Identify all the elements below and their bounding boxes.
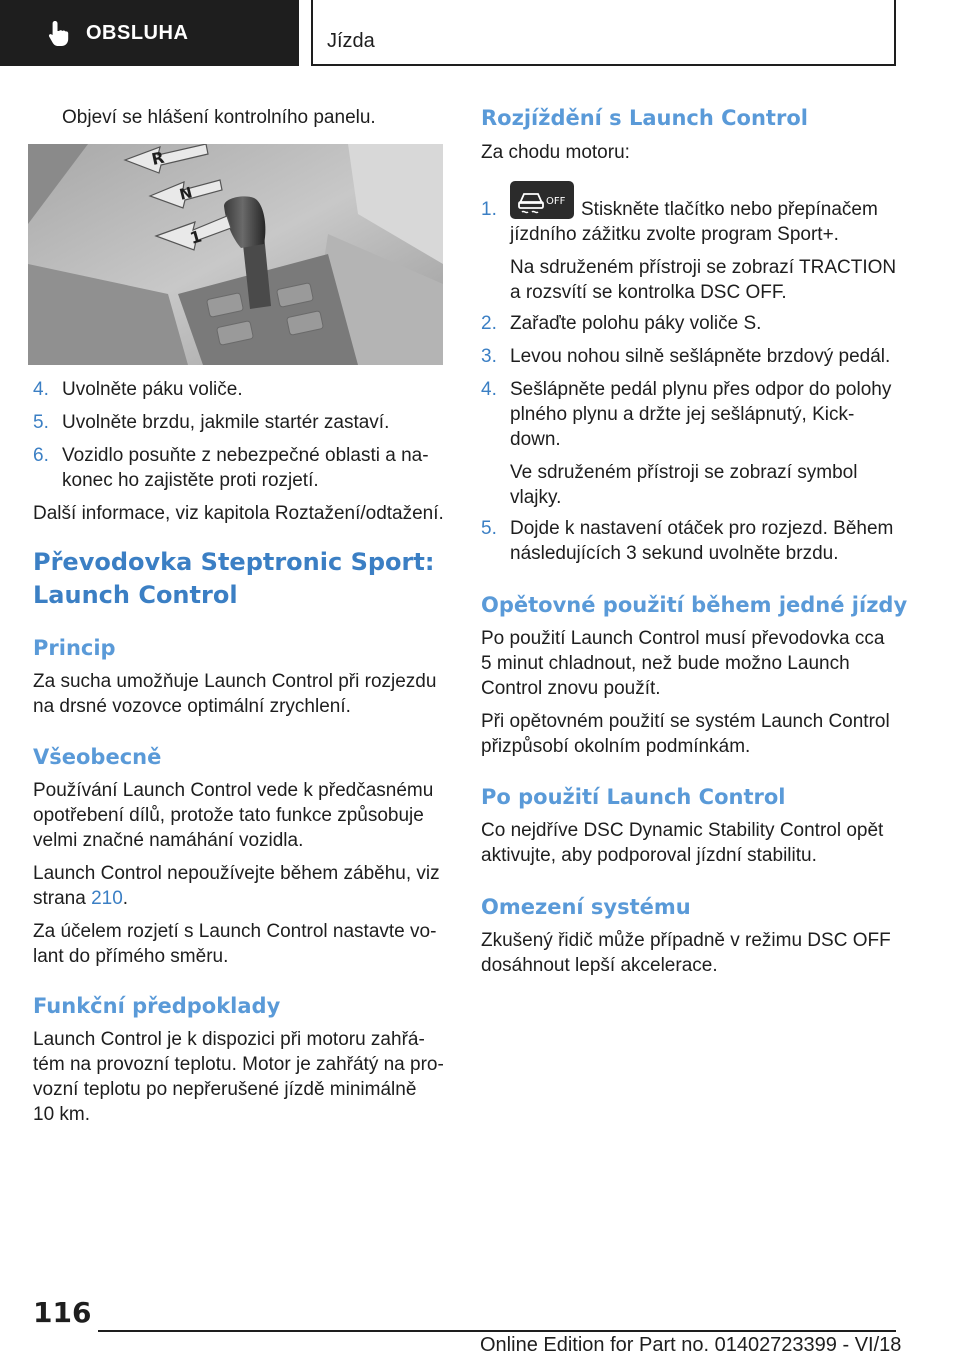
subsection-title: Omezení systému — [481, 895, 691, 919]
dsc-off-label: OFF — [546, 196, 566, 207]
paragraph: opotřebení dílů, protože tato funkce způsobuje — [33, 805, 424, 826]
intro-text: Objeví se hlášení kontrolního panelu. — [62, 107, 376, 128]
paragraph: Launch Control je k dispozici při motoru zahřá- — [33, 1029, 425, 1050]
step-text: konec ho zajistěte proti rozjetí. — [62, 470, 319, 491]
dsc-off-icon — [510, 181, 574, 219]
list-item — [481, 197, 901, 307]
step-number: 6. — [33, 445, 49, 466]
page-number: 116 — [33, 1296, 92, 1329]
list-item — [33, 443, 453, 495]
subsection-title: Všeobecně — [33, 745, 162, 769]
step-number: 5. — [33, 412, 49, 433]
step-number: 4. — [33, 379, 49, 400]
step-text: Levou nohou silně sešlápněte brzdový pedál. — [510, 346, 891, 367]
step-text: Vozidlo posuňte z nebezpečné oblasti a na- — [62, 445, 429, 466]
paragraph: Za účelem rozjetí s Launch Control nastavte vo- — [33, 921, 437, 942]
figure-label-n: N — [177, 183, 195, 204]
step-text: Uvolněte páku voliče. — [62, 379, 243, 400]
paragraph: velmi značné namáhání vozidla. — [33, 830, 304, 851]
paragraph — [33, 886, 128, 911]
paragraph: Control znovu použít. — [481, 678, 661, 699]
paragraph: Za chodu motoru: — [481, 142, 630, 163]
paragraph: dosáhnout lepší akcelerace. — [481, 955, 718, 976]
paragraph-text: strana — [33, 888, 92, 909]
gear-selector-figure — [28, 144, 443, 365]
page-link[interactable]: 210 — [91, 888, 123, 909]
section-label: OBSLUHA — [86, 21, 189, 44]
figure-label-r: R — [149, 147, 166, 169]
section-title: Launch Control — [33, 581, 238, 609]
step-note: a rozsvítí se kontrolka DSC OFF. — [510, 282, 787, 303]
section-title: Převodovka Steptronic Sport: — [33, 548, 435, 576]
paragraph: přizpůsobí okolním podmínkám. — [481, 736, 751, 757]
paragraph: Při opětovném použití se systém Launch Control — [481, 711, 890, 732]
step-text: plného plynu a držte jej sešlápnutý, Kick- — [510, 404, 855, 425]
paragraph: 10 km. — [33, 1104, 91, 1125]
paragraph: Zkušený řidič může případně v režimu DSC OFF — [481, 930, 891, 951]
step-number: 4. — [481, 379, 497, 400]
step-note: vlajky. — [510, 487, 562, 508]
step-number: 5. — [481, 518, 497, 539]
paragraph-text: . — [122, 888, 129, 909]
step-text: Sešlápněte pedál plynu přes odpor do polohy — [510, 379, 892, 400]
more-info-text: Další informace, viz kapitola Roztažení/odtažení. — [33, 503, 444, 524]
step-note: Ve sdruženém přístroji se zobrazí symbol — [510, 462, 858, 483]
chapter-header — [311, 0, 896, 66]
footer-divider — [98, 1330, 896, 1332]
step-text: Zařaďte polohu páky voliče S. — [510, 313, 762, 334]
step-text: jízdního zážitku zvolte program Sport+. — [510, 224, 839, 245]
paragraph: tém na provozní teplotu. Motor je zahřátý na pro- — [33, 1054, 444, 1075]
paragraph: vozní teplotu po nepřerušené jízdě minimálně — [33, 1079, 417, 1100]
step-text: down. — [510, 429, 561, 450]
subsection-title: Princip — [33, 636, 116, 660]
section-tab — [0, 0, 299, 66]
step-note: Na sdruženém přístroji se zobrazí TRACTION — [510, 257, 897, 278]
subsection-title: Opětovné použití během jedné jízdy — [481, 593, 908, 617]
paragraph: lant do přímého směru. — [33, 946, 229, 967]
figure-label-1: 1 — [187, 226, 204, 248]
paragraph: Launch Control nepoužívejte během záběhu, viz — [33, 863, 440, 884]
subsection-title: Rozjíždění s Launch Control — [481, 106, 808, 130]
paragraph: 5 minut chladnout, než bude možno Launch — [481, 653, 850, 674]
paragraph: Za sucha umožňuje Launch Control při rozjezdu — [33, 671, 437, 692]
step-text: Dojde k nastavení otáček pro rozjezd. Během — [510, 518, 894, 539]
step-text: Uvolněte brzdu, jakmile startér zastaví. — [62, 412, 390, 433]
step-text: následujících 3 sekund uvolněte brzdu. — [510, 543, 839, 564]
subsection-title: Po použití Launch Control — [481, 785, 786, 809]
paragraph: na drsné vozovce optimální zrychlení. — [33, 696, 351, 717]
edition-text: Online Edition for Part no. 01402723399 - VI/18 — [480, 1334, 902, 1356]
subsection-title: Funkční předpoklady — [33, 994, 281, 1018]
paragraph: Po použití Launch Control musí převodovka cca — [481, 628, 885, 649]
paragraph: Co nejdříve DSC Dynamic Stability Control opět — [481, 820, 884, 841]
step-number: 3. — [481, 346, 497, 367]
list-item — [481, 377, 901, 507]
paragraph: aktivujte, aby podporoval jízdní stabilitu. — [481, 845, 817, 866]
dsc-off-button-icon — [510, 181, 574, 219]
chapter-title: Jízda — [327, 30, 375, 52]
paragraph: Používání Launch Control vede k předčasnému — [33, 780, 434, 801]
step-number: 1. — [481, 199, 497, 220]
step-number: 2. — [481, 313, 497, 334]
step-text: Stiskněte tlačítko nebo přepínačem — [581, 199, 878, 220]
list-item — [481, 516, 901, 568]
pointing-hand-icon — [44, 18, 74, 48]
